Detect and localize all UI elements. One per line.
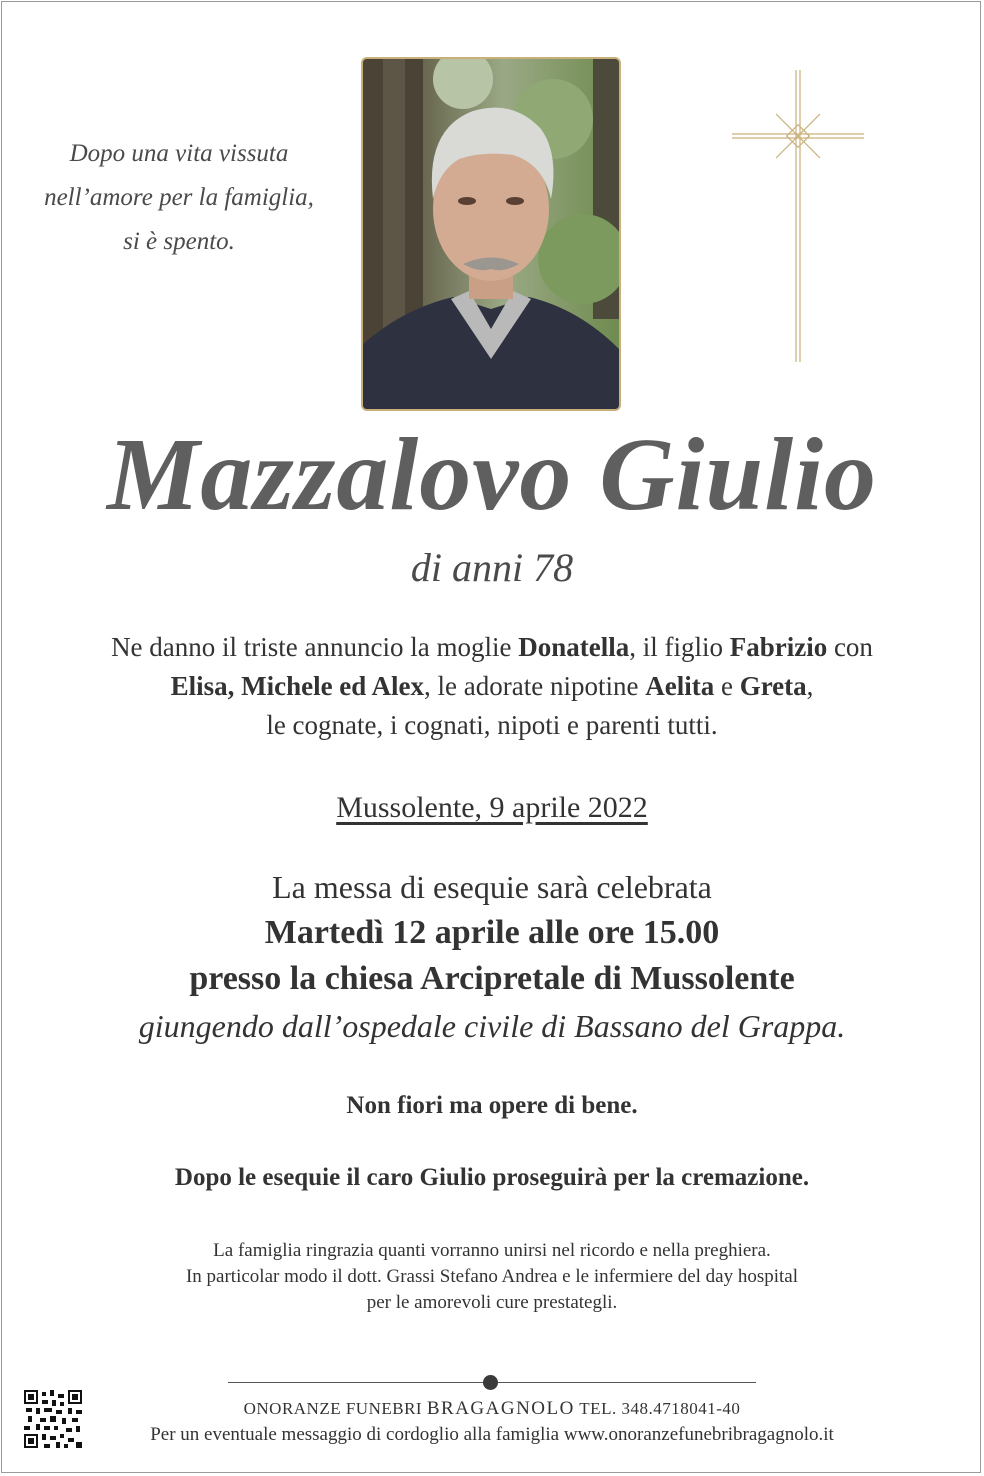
granddaughter-name: Greta bbox=[739, 671, 807, 701]
agency-label: ONORANZE FUNEBRI bbox=[243, 1399, 423, 1418]
portrait-photo-icon bbox=[363, 59, 619, 409]
condolence-message[interactable]: Per un eventuale messaggio di cordoglio alla famiglia www.onoranzefunebribragagnolo.it bbox=[150, 1424, 834, 1445]
tel-label: TEL. bbox=[579, 1399, 617, 1418]
funeral-agency bbox=[200, 1397, 784, 1421]
quote-line: si è spento. bbox=[123, 228, 235, 255]
family-names: Elisa, Michele ed Alex bbox=[170, 671, 425, 701]
son-name: Fabrizio bbox=[729, 632, 828, 662]
mass-location: presso la chiesa Arcipretale di Mussolente bbox=[189, 960, 795, 997]
announcement bbox=[30, 628, 954, 745]
quote-line: Dopo una vita vissuta bbox=[69, 140, 289, 167]
announcement-line-3: le cognate, i cognati, nipoti e parenti tutti. bbox=[266, 710, 718, 740]
announcement-text: e bbox=[714, 671, 740, 701]
thanks-line: per le amorevoli cure prestategli. bbox=[366, 1292, 618, 1313]
announcement-text: con bbox=[827, 632, 873, 662]
deceased-age: di anni 78 bbox=[410, 545, 574, 590]
announcement-text: , bbox=[806, 671, 814, 701]
announcement-line-1 bbox=[30, 628, 954, 667]
thanks-note bbox=[60, 1238, 924, 1316]
announcement-text: , le adorate nipotine bbox=[424, 671, 646, 701]
thanks-line: In particolar modo il dott. Grassi Stefano Andrea e le infermiere del day hospital bbox=[185, 1266, 799, 1287]
deceased-name: Mazzalovo Giulio bbox=[106, 417, 878, 532]
announcement-text: , il figlio bbox=[629, 632, 730, 662]
announcement-line-2 bbox=[30, 667, 954, 706]
agency-name: BRAGAGNOLO bbox=[426, 1398, 575, 1419]
place-date: Mussolente, 9 aprile 2022 bbox=[336, 791, 648, 824]
opening-quote bbox=[20, 132, 338, 264]
cremation-note: Dopo le esequie il caro Giulio proseguirà per la cremazione. bbox=[174, 1164, 810, 1191]
announcement-text: Ne danno il triste annuncio la moglie bbox=[111, 632, 519, 662]
granddaughter-name: Aelita bbox=[645, 671, 715, 701]
portrait-photo bbox=[361, 57, 621, 411]
agency-phone[interactable]: 348.4718041-40 bbox=[621, 1399, 741, 1418]
wife-name: Donatella bbox=[518, 632, 630, 662]
mass-intro: La messa di esequie sarà celebrata bbox=[272, 869, 712, 905]
mass-procession: giungendo dall’ospedale civile di Bassano del Grappa. bbox=[138, 1008, 846, 1044]
cross-icon bbox=[730, 70, 866, 364]
qr-code-icon[interactable] bbox=[24, 1390, 82, 1448]
mass-datetime: Martedì 12 aprile alle ore 15.00 bbox=[264, 914, 720, 951]
divider-dot bbox=[483, 1375, 498, 1390]
thanks-line: La famiglia ringrazia quanti vorranno unirsi nel ricordo e nella preghiera. bbox=[213, 1240, 771, 1261]
mass-details bbox=[20, 864, 964, 1050]
quote-line: nell’amore per la famiglia, bbox=[44, 184, 314, 211]
no-flowers-note: Non fiori ma opere di bene. bbox=[346, 1092, 638, 1119]
